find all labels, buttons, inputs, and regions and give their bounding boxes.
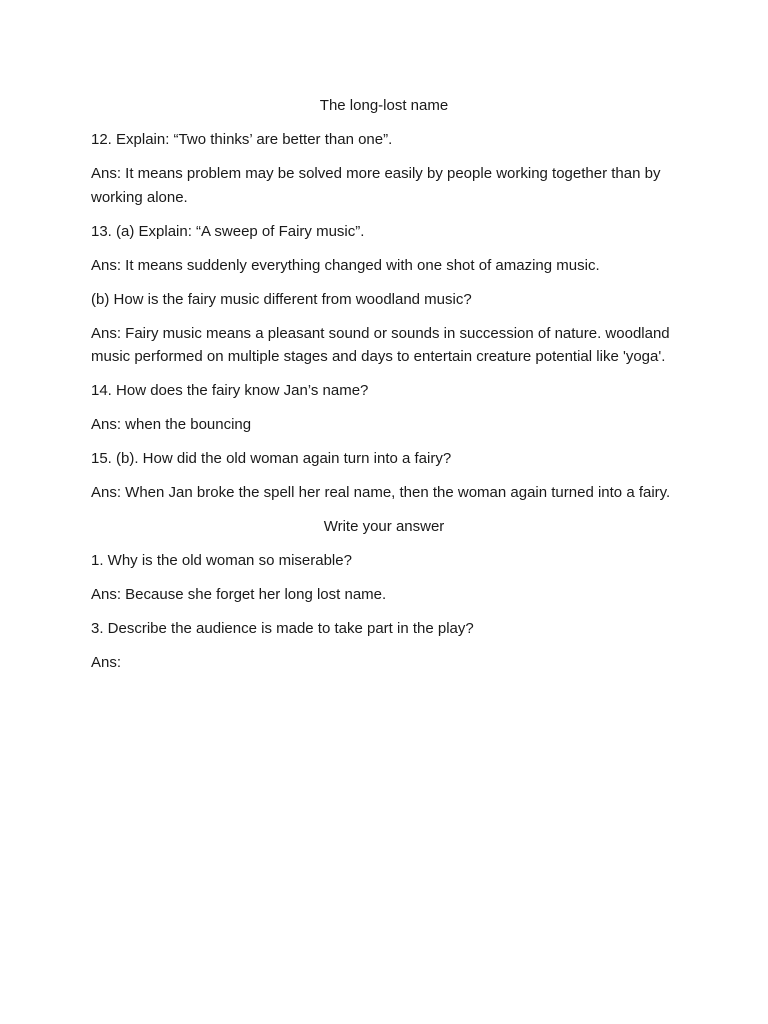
answer-14: Ans: when the bouncing <box>91 416 252 433</box>
answer-3: Ans: <box>91 654 122 671</box>
question-14: 14. How does the fairy know Jan’s name? <box>91 382 369 399</box>
question-13a: 13. (a) Explain: “A sweep of Fairy music”. <box>91 222 365 240</box>
question-13b: (b) How is the fairy music different from woodland music? <box>91 290 472 308</box>
answer-13a: Ans: It means suddenly everything changed with one shot of amazing music. <box>91 256 600 274</box>
answer-1: Ans: Because she forget her long lost name. <box>91 586 387 603</box>
question-12: 12. Explain: “Two thinks’ are better than one”. <box>91 131 393 148</box>
answer-12: Ans: It means problem may be solved more easily by people working together than by working alone. <box>91 165 661 206</box>
document-body <box>91 94 691 675</box>
question-1: 1. Why is the old woman so miserable? <box>91 552 352 569</box>
answer-13b: Ans: Fairy music means a pleasant sound or sounds in succession of nature. woodland music performed on multiple stages and days to entertain creature potential like 'yoga'. <box>91 324 670 365</box>
question-15b: 15. (b). How did the old woman again turn into a fairy? <box>91 450 452 467</box>
question-3: 3. Describe the audience is made to take part in the play? <box>91 620 474 637</box>
answer-15b: Ans: When Jan broke the spell her real name, then the woman again turned into a fairy. <box>91 484 671 501</box>
document-title: The long-lost name <box>319 97 449 114</box>
section-title: Write your answer <box>323 518 445 535</box>
